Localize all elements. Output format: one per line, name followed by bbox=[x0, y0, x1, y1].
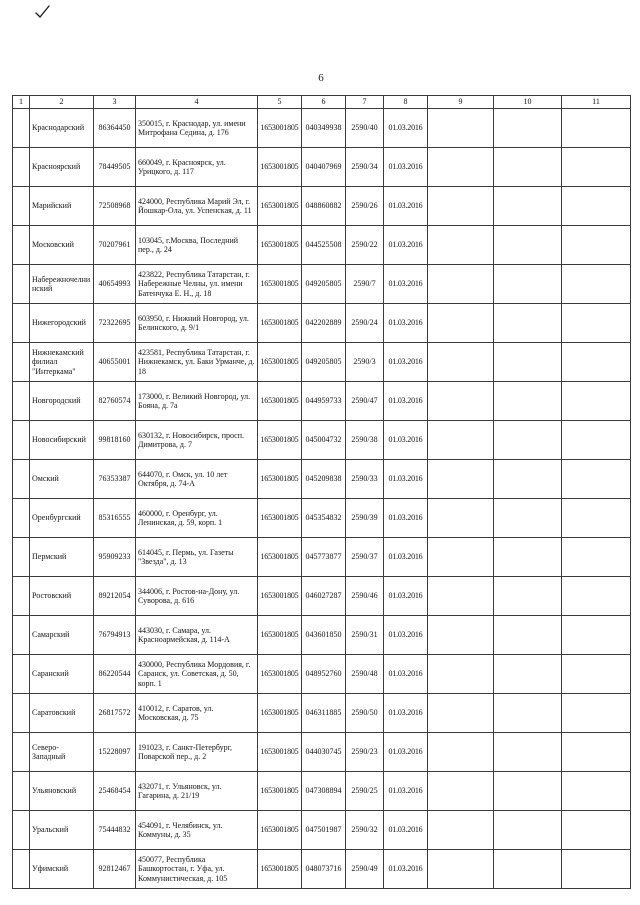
table-row bbox=[13, 616, 631, 655]
table-row bbox=[13, 109, 631, 148]
cell-extra11 bbox=[562, 850, 631, 889]
cell-code: 99818160 bbox=[94, 421, 136, 460]
cell-address: 603950, г. Нижний Новгород, ул. Белинского, д. 9/1 bbox=[136, 304, 258, 343]
cell-extra10 bbox=[494, 655, 562, 694]
cell-extra10 bbox=[494, 304, 562, 343]
cell-date: 01.03.2016 bbox=[384, 382, 428, 421]
cell-code: 72322695 bbox=[94, 304, 136, 343]
cell-address: 423581, Республика Татарстан, г. Нижнекамск, ул. Баки Урманче, д. 18 bbox=[136, 343, 258, 382]
cell-date: 01.03.2016 bbox=[384, 187, 428, 226]
cell-num bbox=[13, 382, 30, 421]
cell-num bbox=[13, 304, 30, 343]
cell-address: 430000, Республика Мордовия, г. Саранск, ул. Советская, д. 50, корп. 1 bbox=[136, 655, 258, 694]
cell-address: 614045, г. Пермь, ул. Газеты "Звезда", д. 13 bbox=[136, 538, 258, 577]
cell-name: Уральский bbox=[30, 811, 94, 850]
cell-bik: 042202889 bbox=[302, 304, 346, 343]
cell-num bbox=[13, 148, 30, 187]
cell-name: Новгородский bbox=[30, 382, 94, 421]
cell-name: Московский bbox=[30, 226, 94, 265]
cell-bik: 049205805 bbox=[302, 343, 346, 382]
cell-extra11 bbox=[562, 460, 631, 499]
cell-extra10 bbox=[494, 616, 562, 655]
cell-date: 01.03.2016 bbox=[384, 811, 428, 850]
cell-name: Нижегородский bbox=[30, 304, 94, 343]
cell-inn: 1653001805 bbox=[258, 694, 302, 733]
cell-extra11 bbox=[562, 382, 631, 421]
cell-inn: 1653001805 bbox=[258, 265, 302, 304]
cell-reg_no: 2590/32 bbox=[346, 811, 384, 850]
table-row bbox=[13, 850, 631, 889]
cell-code: 78449505 bbox=[94, 148, 136, 187]
column-number-cell: 5 bbox=[258, 96, 302, 109]
cell-name: Ростовский bbox=[30, 577, 94, 616]
cell-name: Марийский bbox=[30, 187, 94, 226]
cell-num bbox=[13, 772, 30, 811]
cell-inn: 1653001805 bbox=[258, 148, 302, 187]
cell-reg_no: 2590/47 bbox=[346, 382, 384, 421]
cell-extra9 bbox=[428, 733, 494, 772]
column-number-cell: 1 bbox=[13, 96, 30, 109]
cell-code: 85316555 bbox=[94, 499, 136, 538]
cell-address: 350015, г. Краснодар, ул. имени Митрофана Седина, д. 176 bbox=[136, 109, 258, 148]
cell-name: Ульяновский bbox=[30, 772, 94, 811]
cell-extra11 bbox=[562, 733, 631, 772]
cell-code: 82760574 bbox=[94, 382, 136, 421]
cell-name: Оренбургский bbox=[30, 499, 94, 538]
cell-name: Омский bbox=[30, 460, 94, 499]
branch-registry-table-body bbox=[13, 96, 631, 889]
cell-date: 01.03.2016 bbox=[384, 499, 428, 538]
cell-inn: 1653001805 bbox=[258, 226, 302, 265]
cell-extra9 bbox=[428, 850, 494, 889]
cell-extra10 bbox=[494, 850, 562, 889]
cell-code: 40655001 bbox=[94, 343, 136, 382]
page-number: 6 bbox=[318, 72, 324, 84]
column-number-cell: 8 bbox=[384, 96, 428, 109]
cell-address: 660049, г. Красноярск, ул. Урицкого, д. 117 bbox=[136, 148, 258, 187]
cell-bik: 045773877 bbox=[302, 538, 346, 577]
cell-code: 40654993 bbox=[94, 265, 136, 304]
cell-extra11 bbox=[562, 616, 631, 655]
cell-extra11 bbox=[562, 265, 631, 304]
cell-inn: 1653001805 bbox=[258, 850, 302, 889]
cell-bik: 044030745 bbox=[302, 733, 346, 772]
cell-extra9 bbox=[428, 694, 494, 733]
cell-extra11 bbox=[562, 772, 631, 811]
cell-extra11 bbox=[562, 226, 631, 265]
cell-extra9 bbox=[428, 421, 494, 460]
cell-extra9 bbox=[428, 811, 494, 850]
cell-num bbox=[13, 577, 30, 616]
cell-extra10 bbox=[494, 187, 562, 226]
cell-num bbox=[13, 460, 30, 499]
cell-extra11 bbox=[562, 187, 631, 226]
cell-bik: 048860882 bbox=[302, 187, 346, 226]
cell-num bbox=[13, 265, 30, 304]
cell-extra11 bbox=[562, 304, 631, 343]
cell-date: 01.03.2016 bbox=[384, 109, 428, 148]
cell-date: 01.03.2016 bbox=[384, 265, 428, 304]
cell-name: Красноярский bbox=[30, 148, 94, 187]
column-number-cell: 3 bbox=[94, 96, 136, 109]
cell-extra9 bbox=[428, 265, 494, 304]
cell-inn: 1653001805 bbox=[258, 187, 302, 226]
cell-reg_no: 2590/24 bbox=[346, 304, 384, 343]
table-row bbox=[13, 187, 631, 226]
cell-num bbox=[13, 109, 30, 148]
column-number-cell: 4 bbox=[136, 96, 258, 109]
cell-extra9 bbox=[428, 382, 494, 421]
column-number-cell: 7 bbox=[346, 96, 384, 109]
cell-extra11 bbox=[562, 811, 631, 850]
cell-extra11 bbox=[562, 109, 631, 148]
cell-date: 01.03.2016 bbox=[384, 226, 428, 265]
cell-extra11 bbox=[562, 499, 631, 538]
cell-num bbox=[13, 226, 30, 265]
table-row bbox=[13, 811, 631, 850]
cell-date: 01.03.2016 bbox=[384, 616, 428, 655]
cell-address: 443030, г. Самара, ул. Красноармейская, д. 114-А bbox=[136, 616, 258, 655]
cell-inn: 1653001805 bbox=[258, 772, 302, 811]
cell-address: 460000, г. Оренбург, ул. Ленинская, д. 59, корп. 1 bbox=[136, 499, 258, 538]
cell-bik: 046027287 bbox=[302, 577, 346, 616]
cell-date: 01.03.2016 bbox=[384, 304, 428, 343]
table-row bbox=[13, 304, 631, 343]
cell-bik: 048073716 bbox=[302, 850, 346, 889]
cell-extra9 bbox=[428, 304, 494, 343]
table-row bbox=[13, 226, 631, 265]
cell-reg_no: 2590/33 bbox=[346, 460, 384, 499]
column-number-cell: 2 bbox=[30, 96, 94, 109]
cell-inn: 1653001805 bbox=[258, 733, 302, 772]
cell-num bbox=[13, 499, 30, 538]
cell-extra9 bbox=[428, 109, 494, 148]
cell-inn: 1653001805 bbox=[258, 304, 302, 343]
cell-inn: 1653001805 bbox=[258, 811, 302, 850]
cell-reg_no: 2590/46 bbox=[346, 577, 384, 616]
cell-inn: 1653001805 bbox=[258, 109, 302, 148]
cell-bik: 047501987 bbox=[302, 811, 346, 850]
table-row bbox=[13, 499, 631, 538]
cell-num bbox=[13, 616, 30, 655]
cell-reg_no: 2590/40 bbox=[346, 109, 384, 148]
cell-address: 410012, г. Саратов, ул. Московская, д. 75 bbox=[136, 694, 258, 733]
cell-extra10 bbox=[494, 499, 562, 538]
cell-bik: 043601850 bbox=[302, 616, 346, 655]
cell-extra10 bbox=[494, 772, 562, 811]
cell-num bbox=[13, 421, 30, 460]
cell-bik: 047308894 bbox=[302, 772, 346, 811]
cell-address: 103045, г.Москва, Последний пер., д. 24 bbox=[136, 226, 258, 265]
cell-extra10 bbox=[494, 148, 562, 187]
cell-num bbox=[13, 811, 30, 850]
cell-reg_no: 2590/38 bbox=[346, 421, 384, 460]
cell-reg_no: 2590/49 bbox=[346, 850, 384, 889]
cell-name: Нижнекамский филиал "Интеркама" bbox=[30, 343, 94, 382]
branch-registry-table bbox=[12, 95, 631, 889]
cell-extra9 bbox=[428, 343, 494, 382]
cell-address: 173000, г. Великий Новгород, ул. Бояна, д. 7а bbox=[136, 382, 258, 421]
cell-bik: 040349938 bbox=[302, 109, 346, 148]
cell-date: 01.03.2016 bbox=[384, 772, 428, 811]
cell-extra9 bbox=[428, 148, 494, 187]
cell-extra10 bbox=[494, 343, 562, 382]
table-row bbox=[13, 655, 631, 694]
cell-reg_no: 2590/39 bbox=[346, 499, 384, 538]
cell-extra11 bbox=[562, 577, 631, 616]
cell-num bbox=[13, 655, 30, 694]
cell-name: Набережночелнинский bbox=[30, 265, 94, 304]
cell-bik: 048952760 bbox=[302, 655, 346, 694]
cell-inn: 1653001805 bbox=[258, 616, 302, 655]
cell-code: 75444832 bbox=[94, 811, 136, 850]
cell-bik: 044959733 bbox=[302, 382, 346, 421]
cell-extra10 bbox=[494, 265, 562, 304]
table-row bbox=[13, 421, 631, 460]
cell-reg_no: 2590/23 bbox=[346, 733, 384, 772]
cell-reg_no: 2590/7 bbox=[346, 265, 384, 304]
cell-address: 450077, Республика Башкортостан, г. Уфа, ул. Коммунистическая, д. 105 bbox=[136, 850, 258, 889]
table-row bbox=[13, 148, 631, 187]
column-number-cell: 9 bbox=[428, 96, 494, 109]
cell-bik: 049205805 bbox=[302, 265, 346, 304]
cell-reg_no: 2590/50 bbox=[346, 694, 384, 733]
cell-bik: 045209838 bbox=[302, 460, 346, 499]
cell-extra10 bbox=[494, 694, 562, 733]
cell-reg_no: 2590/3 bbox=[346, 343, 384, 382]
cell-date: 01.03.2016 bbox=[384, 421, 428, 460]
cell-extra10 bbox=[494, 226, 562, 265]
cell-extra10 bbox=[494, 538, 562, 577]
cell-extra10 bbox=[494, 577, 562, 616]
pen-checkmark-icon bbox=[34, 4, 52, 20]
cell-address: 644070, г. Омск, ул. 10 лет Октября, д. 74-А bbox=[136, 460, 258, 499]
cell-reg_no: 2590/37 bbox=[346, 538, 384, 577]
cell-inn: 1653001805 bbox=[258, 538, 302, 577]
cell-extra9 bbox=[428, 655, 494, 694]
cell-name: Самарский bbox=[30, 616, 94, 655]
cell-extra10 bbox=[494, 460, 562, 499]
cell-extra9 bbox=[428, 616, 494, 655]
cell-code: 76353387 bbox=[94, 460, 136, 499]
cell-date: 01.03.2016 bbox=[384, 148, 428, 187]
cell-extra11 bbox=[562, 694, 631, 733]
cell-extra9 bbox=[428, 226, 494, 265]
cell-extra10 bbox=[494, 811, 562, 850]
table-row bbox=[13, 343, 631, 382]
cell-address: 191023, г. Санкт-Петербург, Поварской пер., д. 2 bbox=[136, 733, 258, 772]
cell-name: Новосибирский bbox=[30, 421, 94, 460]
table-row bbox=[13, 460, 631, 499]
cell-inn: 1653001805 bbox=[258, 421, 302, 460]
cell-name: Саратовский bbox=[30, 694, 94, 733]
cell-code: 25468454 bbox=[94, 772, 136, 811]
cell-date: 01.03.2016 bbox=[384, 850, 428, 889]
cell-reg_no: 2590/25 bbox=[346, 772, 384, 811]
cell-name: Северо-Западный bbox=[30, 733, 94, 772]
column-number-cell: 11 bbox=[562, 96, 631, 109]
cell-inn: 1653001805 bbox=[258, 655, 302, 694]
table-row bbox=[13, 772, 631, 811]
cell-inn: 1653001805 bbox=[258, 499, 302, 538]
cell-bik: 045354832 bbox=[302, 499, 346, 538]
cell-name: Пермский bbox=[30, 538, 94, 577]
cell-inn: 1653001805 bbox=[258, 343, 302, 382]
cell-address: 423822, Республика Татарстан, г. Набережные Челны, ул. имени Батенчука Е. Н., д. 18 bbox=[136, 265, 258, 304]
cell-extra9 bbox=[428, 538, 494, 577]
cell-code: 72508968 bbox=[94, 187, 136, 226]
cell-date: 01.03.2016 bbox=[384, 733, 428, 772]
cell-extra11 bbox=[562, 421, 631, 460]
cell-extra10 bbox=[494, 733, 562, 772]
cell-code: 76794913 bbox=[94, 616, 136, 655]
cell-bik: 040407969 bbox=[302, 148, 346, 187]
cell-extra9 bbox=[428, 499, 494, 538]
cell-extra11 bbox=[562, 655, 631, 694]
table-row bbox=[13, 382, 631, 421]
cell-extra9 bbox=[428, 577, 494, 616]
cell-bik: 045004732 bbox=[302, 421, 346, 460]
cell-bik: 044525508 bbox=[302, 226, 346, 265]
cell-num bbox=[13, 733, 30, 772]
cell-date: 01.03.2016 bbox=[384, 655, 428, 694]
table-row bbox=[13, 577, 631, 616]
cell-address: 344006, г. Ростов-на-Дону, ул. Суворова, д. 616 bbox=[136, 577, 258, 616]
cell-address: 630132, г. Новосибирск, просп. Димитрова, д. 7 bbox=[136, 421, 258, 460]
cell-extra11 bbox=[562, 538, 631, 577]
table-row bbox=[13, 694, 631, 733]
table-row bbox=[13, 538, 631, 577]
cell-inn: 1653001805 bbox=[258, 382, 302, 421]
cell-extra9 bbox=[428, 460, 494, 499]
cell-bik: 046311885 bbox=[302, 694, 346, 733]
cell-extra9 bbox=[428, 187, 494, 226]
column-number-cell: 10 bbox=[494, 96, 562, 109]
cell-extra9 bbox=[428, 772, 494, 811]
column-numbers-row bbox=[13, 96, 631, 109]
cell-num bbox=[13, 538, 30, 577]
cell-code: 92812467 bbox=[94, 850, 136, 889]
column-number-cell: 6 bbox=[302, 96, 346, 109]
cell-code: 86364450 bbox=[94, 109, 136, 148]
table-row bbox=[13, 265, 631, 304]
cell-name: Краснодарский bbox=[30, 109, 94, 148]
cell-reg_no: 2590/34 bbox=[346, 148, 384, 187]
cell-num bbox=[13, 343, 30, 382]
table-row bbox=[13, 733, 631, 772]
cell-inn: 1653001805 bbox=[258, 577, 302, 616]
cell-inn: 1653001805 bbox=[258, 460, 302, 499]
cell-reg_no: 2590/48 bbox=[346, 655, 384, 694]
cell-extra10 bbox=[494, 421, 562, 460]
cell-name: Уфимский bbox=[30, 850, 94, 889]
cell-address: 432071, г. Ульяновск, ул. Гагарина, д. 21/19 bbox=[136, 772, 258, 811]
cell-date: 01.03.2016 bbox=[384, 538, 428, 577]
cell-extra10 bbox=[494, 382, 562, 421]
cell-name: Саранский bbox=[30, 655, 94, 694]
cell-code: 86220544 bbox=[94, 655, 136, 694]
cell-address: 454091, г. Челябинск, ул. Коммуны, д. 35 bbox=[136, 811, 258, 850]
cell-code: 95909233 bbox=[94, 538, 136, 577]
cell-num bbox=[13, 187, 30, 226]
cell-extra10 bbox=[494, 109, 562, 148]
cell-reg_no: 2590/22 bbox=[346, 226, 384, 265]
cell-extra11 bbox=[562, 148, 631, 187]
cell-reg_no: 2590/31 bbox=[346, 616, 384, 655]
cell-reg_no: 2590/26 bbox=[346, 187, 384, 226]
cell-num bbox=[13, 694, 30, 733]
cell-date: 01.03.2016 bbox=[384, 577, 428, 616]
cell-code: 70207961 bbox=[94, 226, 136, 265]
cell-code: 26817572 bbox=[94, 694, 136, 733]
cell-extra11 bbox=[562, 343, 631, 382]
cell-num bbox=[13, 850, 30, 889]
cell-date: 01.03.2016 bbox=[384, 343, 428, 382]
cell-date: 01.03.2016 bbox=[384, 460, 428, 499]
cell-address: 424000, Республика Марий Эл, г. Йошкар-Ола, ул. Успенская, д. 11 bbox=[136, 187, 258, 226]
cell-date: 01.03.2016 bbox=[384, 694, 428, 733]
cell-code: 89212054 bbox=[94, 577, 136, 616]
cell-code: 15228097 bbox=[94, 733, 136, 772]
